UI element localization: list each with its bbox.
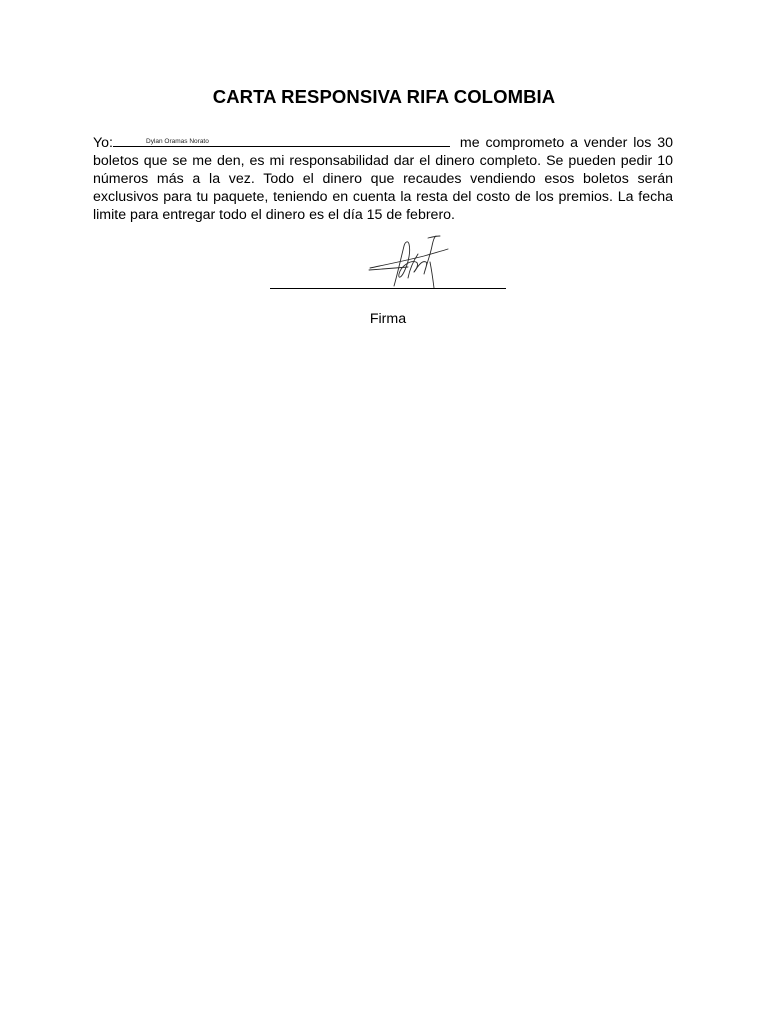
name-field <box>113 132 450 147</box>
commitment-paragraph <box>93 132 673 224</box>
handwritten-signature <box>364 232 452 292</box>
signature-line <box>270 288 506 289</box>
signature-label: Firma <box>369 311 407 327</box>
commitment-text: me comprometo a vender los 30 boletos que se me den, es mi responsabilidad dar el dinero completo. Se pueden pedir 10 números más a la vez. Todo el dinero que recaudes vendiendo esos boletos serán exclusivos para tu paquete, teniendo en cuenta la resta del costo de los premios. La fecha limite para entregar todo el dinero es el día 15 de febrero. <box>93 135 673 223</box>
name-value: Dylan Oramas Norato <box>146 138 209 145</box>
document-title: CARTA RESPONSIVA RIFA COLOMBIA <box>212 86 556 107</box>
intro-label: Yo: <box>93 135 113 151</box>
